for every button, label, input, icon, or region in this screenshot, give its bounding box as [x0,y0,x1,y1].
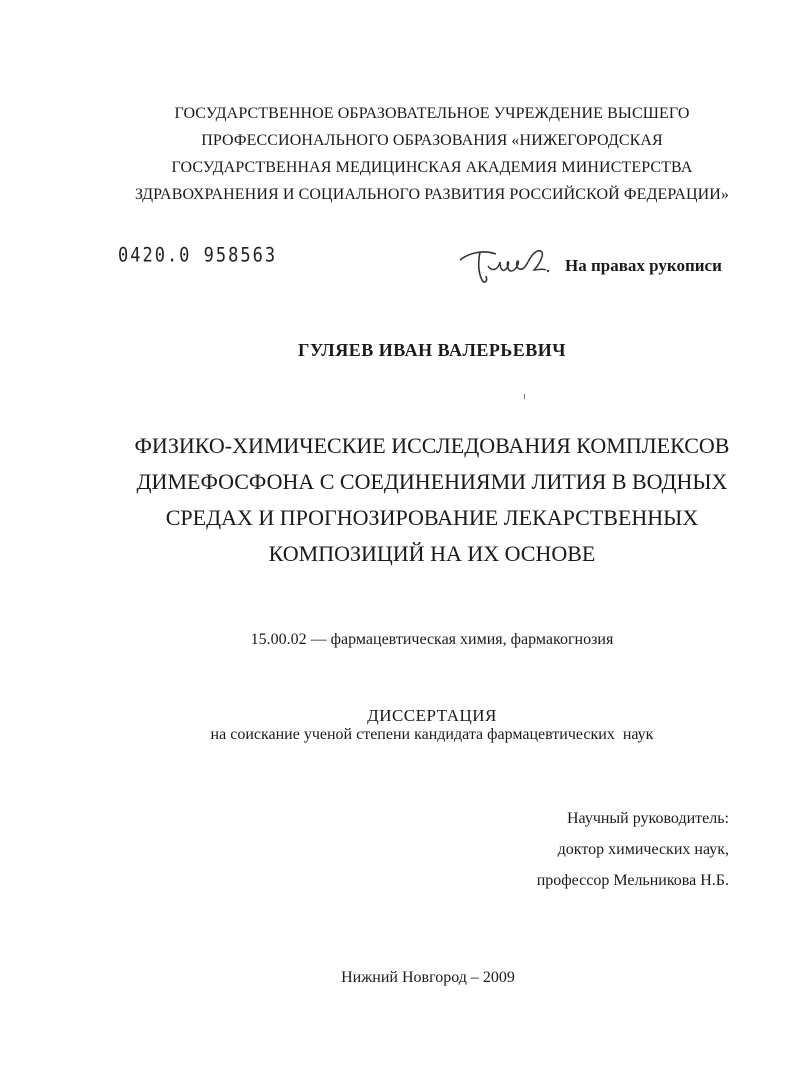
institution-line: ПРОФЕССИОНАЛЬНОГО ОБРАЗОВАНИЯ «НИЖЕГОРОДСКАЯ [201,132,663,149]
supervisor-name: профессор Мельникова Н.Б. [536,872,729,889]
document-type: ДИССЕРТАЦИЯ [367,706,497,725]
registration-number: 0420.0 958563 [118,244,278,267]
supervisor-degree: доктор химических наук, [557,841,729,858]
supervisor-block [537,803,729,896]
institution-line: ЗДРАВОХРАНЕНИЯ И СОЦИАЛЬНОГО РАЗВИТИЯ РОССИЙСКОЙ ФЕДЕРАЦИИ» [134,186,730,203]
supervisor-heading: Научный руководитель: [566,810,729,827]
title-line: ФИЗИКО-ХИМИЧЕСКИЕ ИССЛЕДОВАНИЯ КОМПЛЕКСОВ [134,433,730,458]
place-year: Нижний Новгород – 2009 [341,969,515,986]
manuscript-rights: На правах рукописи [565,256,722,275]
scan-speck [524,394,525,399]
specialty-code: 15.00.02 — фармацевтическая химия, фармакогнозия [250,631,614,648]
title-line: КОМПОЗИЦИЙ НА ИХ ОСНОВЕ [268,541,596,566]
institution-line: ГОСУДАРСТВЕННАЯ МЕДИЦИНСКАЯ АКАДЕМИЯ МИНИСТЕРСТВА [171,159,693,176]
title-line: СРЕДАХ И ПРОГНОЗИРОВАНИЕ ЛЕКАРСТВЕННЫХ [165,505,699,530]
author-name: ГУЛЯЕВ ИВАН ВАЛЕРЬЕВИЧ [298,340,566,360]
institution-line: ГОСУДАРСТВЕННОЕ ОБРАЗОВАТЕЛЬНОЕ УЧРЕЖДЕНИЕ ВЫСШЕГО [174,105,690,122]
signature-icon [456,240,556,288]
degree-statement: на соискание ученой степени кандидата фармацевтических наук [210,726,654,743]
title-line: ДИМЕФОСФОНА С СОЕДИНЕНИЯМИ ЛИТИЯ В ВОДНЫХ [136,469,728,494]
institution-header [0,100,799,208]
thesis-title [0,428,799,572]
